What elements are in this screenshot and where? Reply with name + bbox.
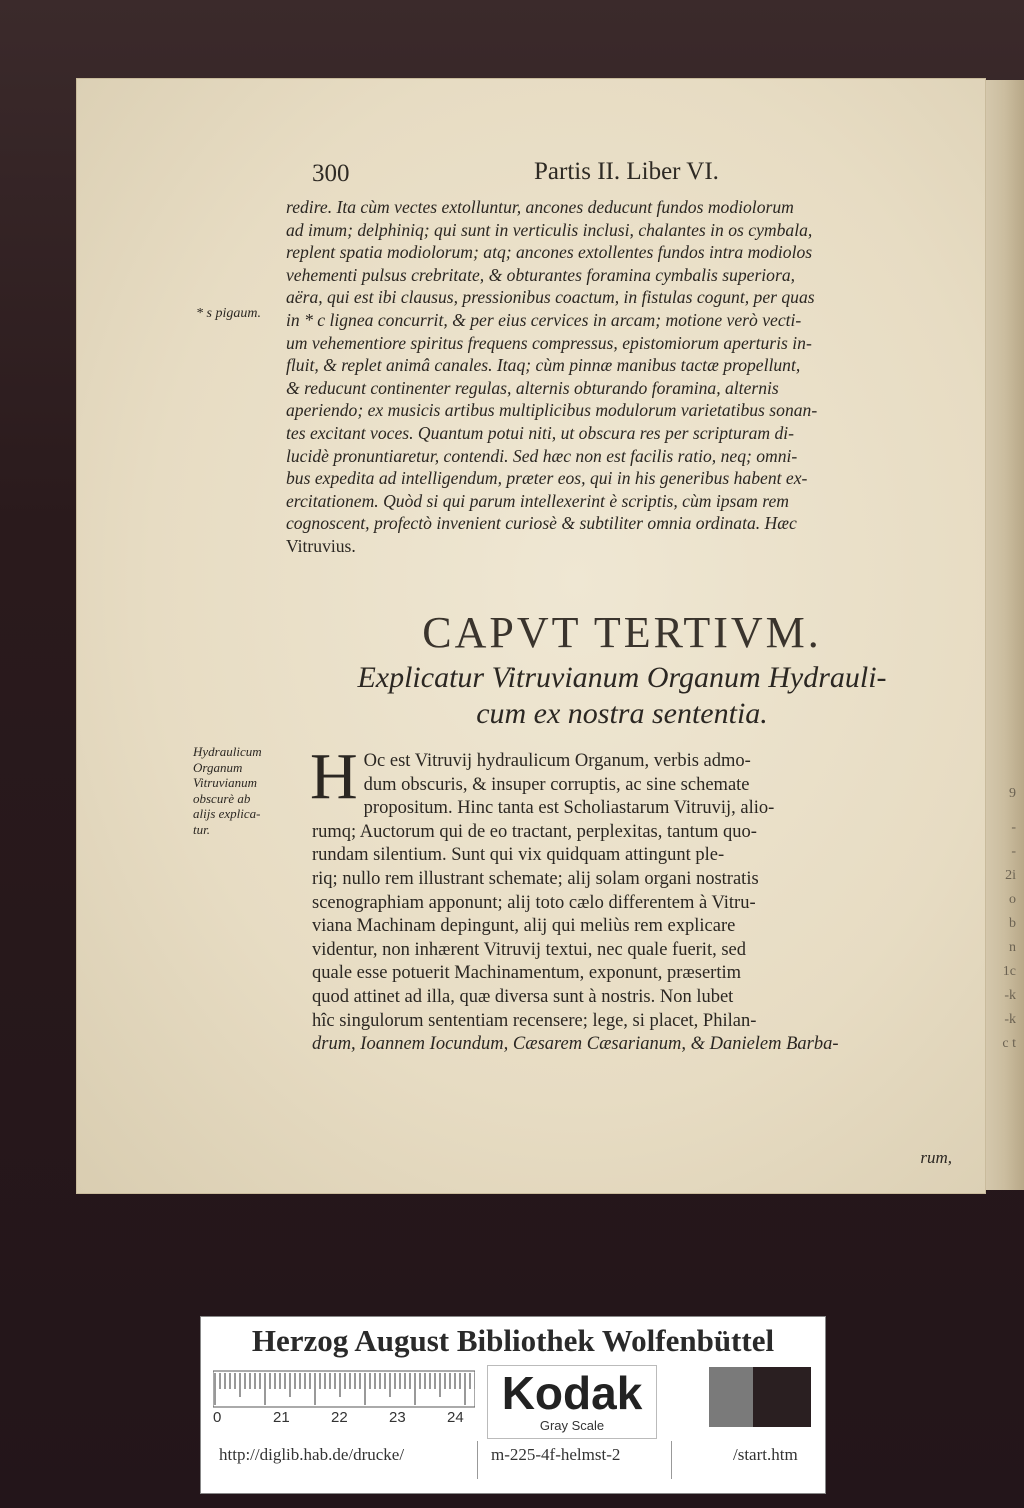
kodak-gray-scale-card: [200, 1316, 826, 1494]
text-line: bus expedita ad intelligendum, præter eos, qui in his generibus habent ex-: [286, 468, 808, 489]
text-line: aperiendo; ex musicis artibus multiplicibus modulorum varietatibus sonan-: [286, 400, 818, 421]
text-line: Vitruvius.: [286, 535, 356, 556]
running-title: Partis II. Liber VI.: [534, 158, 719, 185]
black-swatch: [753, 1367, 811, 1427]
text-line: lucidè pronuntiaretur, contendi. Sed hæc non est facilis ratio, neq; omni-: [286, 445, 798, 466]
ruler-label: 22: [331, 1409, 348, 1426]
edge-glyph: -: [1011, 820, 1016, 835]
chapter-title: CAPVT TERTIVM.: [422, 608, 822, 657]
text-line: Oc est Vitruvij hydraulicum Organum, verbis admo-: [363, 751, 751, 771]
edge-glyph: c t: [1002, 1036, 1016, 1051]
kodak-logo-box: [487, 1365, 657, 1439]
edge-glyph: 9: [1009, 786, 1016, 801]
text-line: cognoscent, profectò invenient curiosè & subtiliter omnia ordinata. Hæc: [286, 513, 797, 534]
edge-glyph: -k: [1004, 1012, 1016, 1027]
text-line: vehementi pulsus crebritate, & obturantes foramina cymbalis superiora,: [286, 264, 796, 285]
text-line: ad imum; delphiniq; qui sunt in verticulis inclusi, chalantes in os cymbala,: [286, 219, 813, 240]
ruler-label: 24: [447, 1409, 464, 1426]
catchword: rum,: [920, 1148, 952, 1167]
url-suffix: /start.htm: [733, 1445, 798, 1464]
margin-line: Hydraulicum: [193, 744, 262, 759]
edge-glyph: 1c: [1002, 964, 1016, 979]
gray-scale-label: Gray Scale: [539, 1418, 605, 1433]
text-line: redire. Ita cùm vectes extolluntur, ancones deducunt fundos modiolorum: [286, 197, 794, 217]
kodak-logo: Kodak: [501, 1367, 643, 1419]
text-line: dum obscuris, & insuper corruptis, ac sine schemate: [363, 774, 750, 795]
ruler-numbers: [213, 1409, 475, 1431]
divider: [671, 1441, 672, 1479]
margin-line: tur.: [193, 821, 210, 837]
page-number: 300: [312, 160, 350, 187]
ruler-label: 21: [273, 1409, 290, 1426]
subtitle-line: cum ex nostra sententia.: [476, 697, 768, 730]
ruler-label: 23: [389, 1409, 406, 1426]
drop-capital: H: [310, 740, 358, 813]
ruler-label: 0: [213, 1409, 222, 1426]
text-line: aëra, qui est ibi clausus, pressionibus coactum, in fistulas cogunt, per quas: [286, 287, 815, 308]
text-line: videntur, non inhærent Vitruvij textui, nec quale fuerit, sed: [312, 939, 747, 960]
margin-line: alijs explica-: [193, 806, 261, 821]
text-line: tes excitant voces. Quantum potui niti, ut obscura res per scripturam di-: [286, 422, 795, 443]
margin-line: Vitruvianum: [193, 775, 258, 790]
text-line: scenographiam apponunt; alij toto cælo differentem à Vitru-: [312, 892, 756, 913]
edge-glyph: o: [1009, 892, 1016, 907]
edge-glyph: -: [1011, 844, 1016, 859]
text-line: hîc singulorum sententiam recensere; lege, si placet, Philan-: [312, 1010, 757, 1031]
margin-line: obscurè ab: [193, 790, 251, 806]
text-line: rumq; Auctorum qui de eo tractant, perplexitas, tantum quo-: [312, 821, 757, 842]
text-line: riq; nullo rem illustrant schemate; alij solam organi nostratis: [312, 868, 759, 889]
text-line: drum, Ioannem Iocundum, Cæsarem Cæsarianum, & Danielem Barba-: [312, 1034, 839, 1055]
text-line: viana Machinam depingunt, alij qui meliùs rem explicare: [312, 916, 736, 937]
edge-glyph: -k: [1004, 988, 1016, 1003]
text-line: in * c lignea concurrit, & per eius cervices in arcam; motione verò vecti-: [286, 309, 802, 330]
edge-glyph: n: [1009, 940, 1016, 955]
margin-line: Organum: [193, 759, 243, 775]
gray-swatch: [709, 1367, 753, 1427]
text-line: um vehementiore spiritus frequens compressus, epistomiorum aperturis in-: [286, 332, 812, 353]
margin-note-spigaum: * s pigaum.: [196, 306, 261, 321]
text-line: fluit, & replet animâ canales. Itaq; cùm pinnæ manibus tactæ propellunt,: [286, 355, 801, 376]
edge-glyph: b: [1009, 916, 1016, 931]
margin-note-hydraulicum: [193, 744, 293, 837]
text-line: quod attinet ad illa, quæ diversa sunt à nostris. Non lubet: [312, 986, 734, 1007]
chapter-subtitle: [286, 660, 958, 732]
main-text-block: [310, 740, 952, 1057]
italic-quote-block: [286, 196, 958, 558]
text-line: propositum. Hinc tanta est Scholiastarum Vitruvij, alio-: [363, 798, 775, 819]
text-line: ercitationem. Quòd si qui parum intellexerint è scriptis, cùm ipsam rem: [286, 490, 789, 511]
edge-glyph: 2i: [1005, 868, 1016, 883]
text-line: quale esse potuerit Machinamentum, exponunt, præsertim: [312, 963, 741, 984]
document-id: m-225-4f-helmst-2: [491, 1445, 621, 1464]
ruler-scale: [213, 1367, 475, 1411]
text-line: rundam silentium. Sunt qui vix quidquam attingunt ple-: [312, 845, 725, 866]
page-header: [312, 158, 952, 194]
subtitle-line: Explicatur Vitruvianum Organum Hydrauli-: [357, 661, 887, 694]
url-prefix: http://diglib.hab.de/drucke/: [219, 1445, 405, 1464]
text-line: replent spatia modiolorum; atq; ancones extollentes fundos intra modiolos: [286, 242, 813, 263]
divider: [477, 1441, 478, 1479]
library-name: Herzog August Bibliothek Wolfenbüttel: [251, 1323, 775, 1358]
text-line: & reducunt continenter regulas, alternis obturando foramina, alternis: [286, 377, 779, 398]
